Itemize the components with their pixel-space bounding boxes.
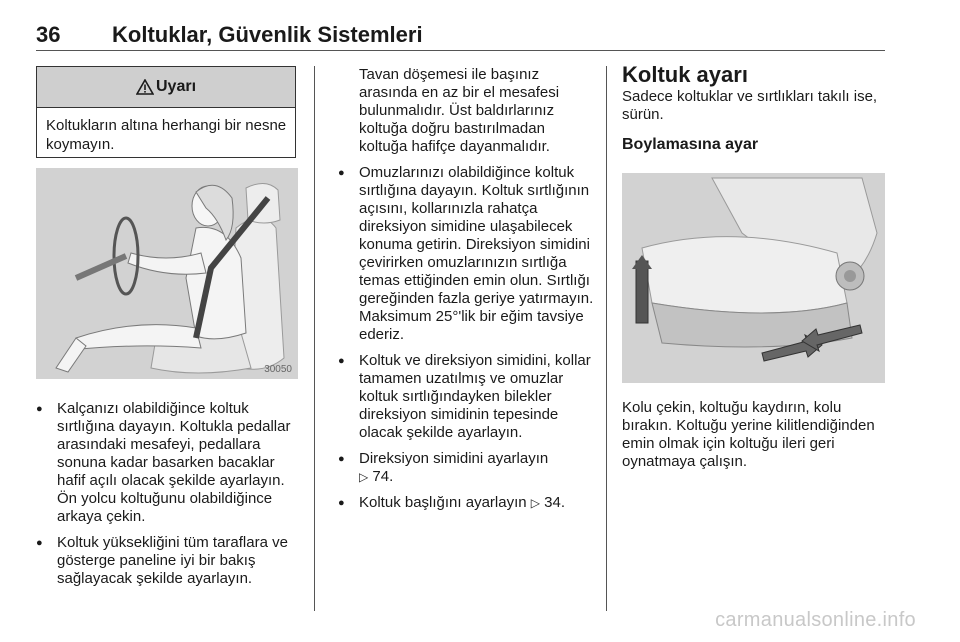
middle-column: [338, 66, 596, 520]
warning-triangle-icon: [136, 79, 154, 95]
page-ref-icon: ▷: [530, 496, 540, 510]
list-item: ● Kalçanızı olabildiğince koltuk sırtlığına dayayın. Koltukla pedallar arasındaki mesafeyi, pedallara sonuna kadar basarken bacaklar hafif açılı olacak şekilde ayarlayın. Ön yolcu koltuğunu olabildiğince arkaya çekin.: [36, 400, 302, 526]
warning-header: [37, 67, 295, 108]
figure-number: 30050: [264, 364, 292, 375]
watermark: carmanualsonline.info: [715, 609, 916, 631]
page-ref-link[interactable]: 74.: [372, 468, 394, 485]
column-divider-left: [314, 66, 315, 611]
left-bullet-list: [36, 400, 302, 588]
section-title: Koltuk ayarı: [622, 62, 748, 87]
column-divider-right: [606, 66, 607, 611]
warning-title: Uyarı: [155, 78, 197, 95]
list-item: ● Direksiyon simidini ayarlayın ▷ 74.: [338, 450, 596, 486]
warning-text: Koltukların altına herhangi bir nesne koymayın.: [46, 117, 287, 153]
page-ref-icon: ▷: [359, 470, 369, 484]
subsection-title: Boylamasına ayar: [622, 136, 759, 153]
page-number: 36: [36, 22, 61, 47]
header-rule: [36, 50, 885, 51]
bullet-continuation: Tavan döşemesi ile başınız arasında en az bir el mesafesi bulunmalıdır. Üst baldırlarınız koltuğa doğru bastırılmadan koltuğa hafifçe dayanmalıdır.: [359, 66, 560, 155]
middle-bullet-list: [338, 164, 596, 512]
seat-adjustment-figure: [622, 173, 885, 383]
list-item: ● Koltuk yüksekliğini tüm taraflara ve gösterge paneline iyi bir bakış sağlayacak şekilde ayarlayın.: [36, 534, 302, 588]
page-ref-link[interactable]: 34.: [544, 494, 566, 511]
list-item: ● Koltuk ve direksiyon simidini, kollar tamamen uzatılmış ve omuzlar koltuk sırtlığındayken bilekler direksiyon simidinin tepesinde olacak şekilde ayarlayın.: [338, 352, 596, 442]
seat-instructions: Kolu çekin, koltuğu kaydırın, kolu bırakın. Koltuğu yerine kilitlendiğinden emin olmak için koltuğu ileri geri oynatmaya çalışın.: [622, 399, 875, 470]
left-column: [36, 400, 302, 596]
right-column: [622, 62, 892, 154]
seat-adjustment-illustration: [622, 173, 885, 383]
section-intro: Sadece koltuklar ve sırtlıkları takılı ise, sürün.: [622, 88, 878, 123]
page-title: Koltuklar, Güvenlik Sistemleri: [112, 22, 423, 47]
warning-box: [36, 66, 296, 158]
list-item: ● Koltuk başlığını ayarlayın ▷ 34.: [338, 494, 596, 512]
driver-seating-figure: [36, 168, 298, 379]
seated-driver-illustration: [36, 168, 298, 379]
list-item: ● Omuzlarınızı olabildiğince koltuk sırtlığına dayayın. Koltuk sırtlığının açısını, kollarınızla rahatça direksiyon simidine ulaşabilecek konuma getirin. Direksiyon simidini çevirirken omuzlarınızın sırtlığa temas ettiğinden emin olun. Sırtlığı gereğinden fazla geriye yatırmayın. Maksimum 25°'lik bir eğim tavsiye ederiz.: [338, 164, 596, 344]
